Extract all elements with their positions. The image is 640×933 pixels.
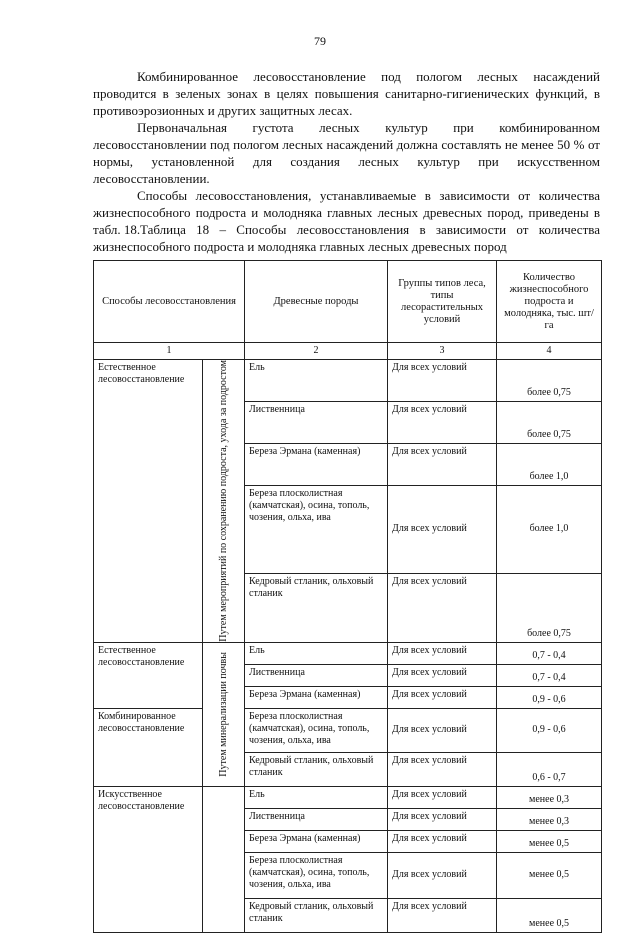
species-cell: Ель xyxy=(245,360,388,402)
species-cell: Ель xyxy=(245,642,388,664)
column-number: 3 xyxy=(388,343,497,360)
species-cell: Лиственница xyxy=(245,402,388,444)
table-row xyxy=(94,786,602,808)
column-number: 4 xyxy=(497,343,602,360)
header-forest-types: Группы типов леса, типы лесорастительных условий xyxy=(388,261,497,343)
method-cell: Естественное лесовосстановление xyxy=(94,360,203,643)
species-cell: Кедровый стланик, ольховый стланик xyxy=(245,752,388,786)
amount-cell: менее 0,3 xyxy=(497,786,602,808)
method-cell: Естественное лесовосстановление xyxy=(94,642,203,708)
paragraph-text: Первоначальная густота лесных культур при комбинированном лесовосстановлении под пологом лесных насаждений должна составлять не менее 50 % от нормы, установленной для создания лесных культур при искусственном лесовосстановлении. xyxy=(93,120,600,186)
species-cell: Лиственница xyxy=(245,664,388,686)
species-cell: Береза Эрмана (каменная) xyxy=(245,830,388,852)
conditions-cell: Для всех условий xyxy=(388,808,497,830)
species-cell: Кедровый стланик, ольховый стланик xyxy=(245,573,388,642)
conditions-cell: Для всех условий xyxy=(388,708,497,752)
species-cell: Ель xyxy=(245,786,388,808)
amount-cell: более 0,75 xyxy=(497,402,602,444)
conditions-cell: Для всех условий xyxy=(388,444,497,486)
species-cell: Кедровый стланик, ольховый стланик xyxy=(245,898,388,932)
header-methods: Способы лесовосстановления xyxy=(94,261,245,343)
amount-cell: менее 0,5 xyxy=(497,898,602,932)
measure-cell xyxy=(203,786,245,932)
amount-cell: 0,9 - 0,6 xyxy=(497,686,602,708)
species-cell: Береза Эрмана (каменная) xyxy=(245,444,388,486)
table-row xyxy=(94,360,602,402)
species-cell: Лиственница xyxy=(245,808,388,830)
methods-table xyxy=(93,260,602,933)
amount-cell: более 0,75 xyxy=(497,573,602,642)
method-cell: Комбинированное лесовосстановление xyxy=(94,708,203,786)
conditions-cell: Для всех условий xyxy=(388,573,497,642)
paragraph-1 xyxy=(93,68,600,119)
amount-cell: менее 0,5 xyxy=(497,830,602,852)
amount-cell: более 1,0 xyxy=(497,486,602,574)
table-row xyxy=(94,708,602,752)
conditions-cell: Для всех условий xyxy=(388,360,497,402)
amount-cell: менее 0,3 xyxy=(497,808,602,830)
species-cell: Береза Эрмана (каменная) xyxy=(245,686,388,708)
conditions-cell: Для всех условий xyxy=(388,752,497,786)
amount-cell: 0,9 - 0,6 xyxy=(497,708,602,752)
conditions-cell: Для всех условий xyxy=(388,852,497,898)
paragraph-2 xyxy=(93,119,600,187)
header-amount: Количество жизнеспособного подроста и молодняка, тыс. шт/га xyxy=(497,261,602,343)
page-number: 79 xyxy=(314,34,326,48)
conditions-cell: Для всех условий xyxy=(388,786,497,808)
species-cell: Береза плосколистная (камчатская), осина, тополь, чозения, ольха, ива xyxy=(245,486,388,574)
measure-text: Путем мероприятий по сохранению подроста, ухода за подростом xyxy=(218,360,229,642)
measure-cell xyxy=(203,360,245,643)
measure-cell xyxy=(203,642,245,786)
species-cell: Береза плосколистная (камчатская), осина, тополь, чозения, ольха, ива xyxy=(245,852,388,898)
conditions-cell: Для всех условий xyxy=(388,402,497,444)
conditions-cell: Для всех условий xyxy=(388,486,497,574)
column-number: 2 xyxy=(245,343,388,360)
conditions-cell: Для всех условий xyxy=(388,664,497,686)
amount-cell: 0,7 - 0,4 xyxy=(497,664,602,686)
measure-text: Путем минерализации почвы xyxy=(218,651,229,777)
conditions-cell: Для всех условий xyxy=(388,642,497,664)
conditions-cell: Для всех условий xyxy=(388,898,497,932)
amount-cell: более 1,0 xyxy=(497,444,602,486)
amount-cell: более 0,75 xyxy=(497,360,602,402)
table-caption: Таблица 18 – Способы лесовосстановления в зависимости от количества жизнеспособного подроста и молодняка главных лесных древесных пород xyxy=(93,222,600,254)
conditions-cell: Для всех условий xyxy=(388,686,497,708)
amount-cell: 0,7 - 0,4 xyxy=(497,642,602,664)
paragraph-text: Способы лесовосстановления, устанавливаемые в зависимости от количества жизнеспособного подроста и молодняка главных лесных древесных пород, приведены в табл. 18. xyxy=(93,188,600,237)
conditions-cell: Для всех условий xyxy=(388,830,497,852)
amount-cell: менее 0,5 xyxy=(497,852,602,898)
header-species: Древесные породы xyxy=(245,261,388,343)
column-number: 1 xyxy=(94,343,245,360)
amount-cell: 0,6 - 0,7 xyxy=(497,752,602,786)
method-cell: Искусственное лесовосстановление xyxy=(94,786,203,932)
table-row xyxy=(94,642,602,664)
paragraph-text: Комбинированное лесовосстановление под пологом лесных насаждений проводится в зеленых зонах в целях повышения санитарно-гигиенических функций, в противоэрозионных и других защитных лесах. xyxy=(93,69,600,118)
species-cell: Береза плосколистная (камчатская), осина, тополь, чозения, ольха, ива xyxy=(245,708,388,752)
